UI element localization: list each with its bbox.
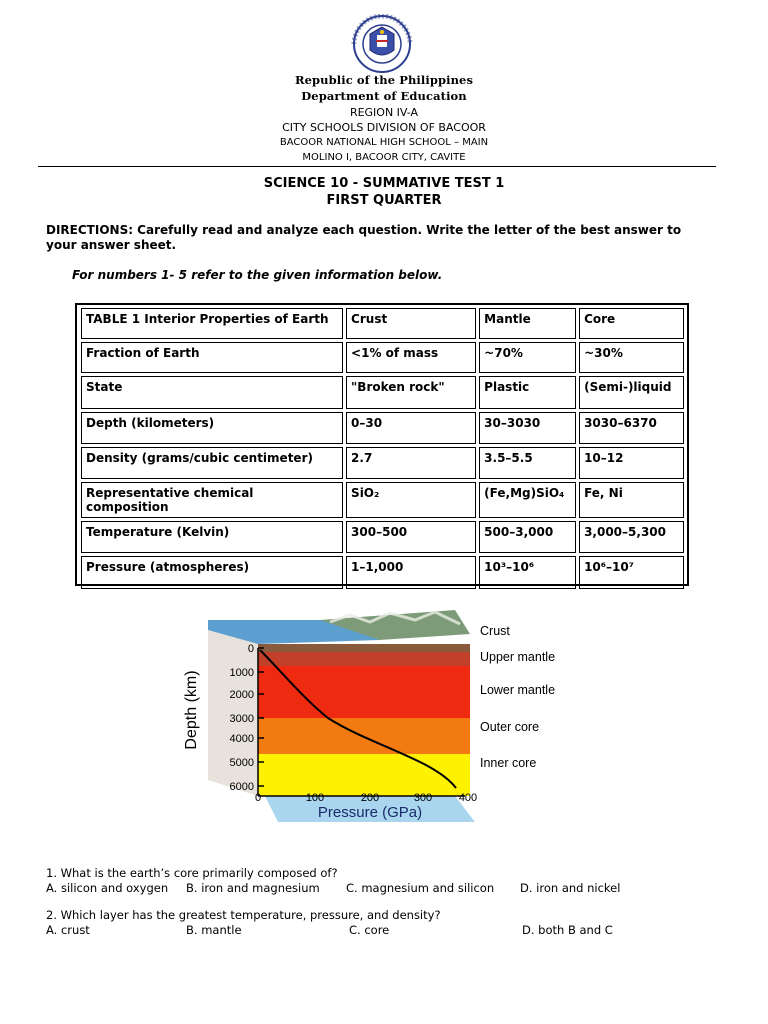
address-heading: MOLINO I, BACOOR CITY, CAVITE bbox=[302, 152, 466, 163]
question-2-option-b: B. mantle bbox=[186, 923, 242, 937]
question-2-option-a: A. crust bbox=[46, 923, 90, 937]
school-heading: BACOOR NATIONAL HIGH SCHOOL – MAIN bbox=[279, 137, 489, 148]
y-tick-label: 2000 bbox=[229, 689, 254, 701]
table-cell: 3,000–5,300 bbox=[579, 521, 684, 553]
question-1-option-d: D. iron and nickel bbox=[520, 881, 621, 895]
table-row bbox=[81, 447, 684, 479]
y-tick-label: 1000 bbox=[229, 667, 254, 679]
table-row-label: Depth (kilometers) bbox=[81, 412, 343, 444]
y-tick-label: 0 bbox=[247, 643, 254, 655]
table-row bbox=[81, 412, 684, 444]
question-1-option-a: A. silicon and oxygen bbox=[46, 881, 169, 895]
table-cell: 10–12 bbox=[579, 447, 684, 479]
table-cell: 10³–10⁶ bbox=[479, 556, 576, 589]
crust-layer bbox=[258, 644, 470, 652]
question-2-option-d: D. both B and C bbox=[522, 923, 613, 937]
layer-label: Inner core bbox=[480, 756, 537, 770]
table-row-label: Density (grams/cubic centimeter) bbox=[81, 447, 343, 479]
region-heading: REGION IV-A bbox=[349, 106, 419, 119]
layer-label: Crust bbox=[480, 624, 510, 638]
table-cell: 10⁶–10⁷ bbox=[579, 556, 684, 589]
table-row-label: Pressure (atmospheres) bbox=[81, 556, 343, 589]
header-divider bbox=[38, 166, 716, 167]
layer-label: Outer core bbox=[480, 720, 540, 734]
table-cell: 500–3,000 bbox=[479, 521, 576, 553]
table-cell: (Semi-)liquid bbox=[579, 376, 684, 409]
table-cell: ~70% bbox=[479, 342, 576, 373]
x-tick-label: 200 bbox=[360, 792, 380, 804]
table-row bbox=[81, 376, 684, 409]
table-row bbox=[81, 482, 684, 518]
inner-core-layer bbox=[258, 754, 470, 796]
table-cell: 3030–6370 bbox=[579, 412, 684, 444]
table-cell: ~30% bbox=[579, 342, 684, 373]
table-cell: Mantle bbox=[479, 308, 576, 339]
table-cell: 3.5–5.5 bbox=[479, 447, 576, 479]
x-tick-label: 100 bbox=[305, 792, 325, 804]
deped-seal-logo bbox=[341, 14, 423, 74]
question-2-text: 2. Which layer has the greatest temperature, pressure, and density? bbox=[46, 908, 441, 922]
directions-text: DIRECTIONS: Carefully read and analyze each question. Write the letter of the best answer to your answer sheet. bbox=[46, 223, 682, 252]
table-row-label: Representative chemical composition bbox=[81, 482, 343, 518]
y-tick-label: 5000 bbox=[229, 757, 254, 769]
table-cell: Crust bbox=[346, 308, 476, 339]
table-cell: "Broken rock" bbox=[346, 376, 476, 409]
x-axis-label: Pressure (GPa) bbox=[317, 804, 423, 821]
x-tick-label: 300 bbox=[413, 792, 433, 804]
x-tick-label: 400 bbox=[458, 792, 478, 804]
earth-properties-table bbox=[75, 303, 689, 586]
table-row-label: Fraction of Earth bbox=[81, 342, 343, 373]
earth-layers-figure bbox=[180, 610, 600, 830]
table-cell: 2.7 bbox=[346, 447, 476, 479]
table-row bbox=[81, 556, 684, 589]
republic-heading: Republic of the Philippines bbox=[294, 73, 474, 87]
table-row bbox=[81, 521, 684, 553]
y-tick-label: 6000 bbox=[229, 781, 254, 793]
question-1-option-b: B. iron and magnesium bbox=[186, 881, 320, 895]
table-row bbox=[81, 342, 684, 373]
table-cell: Plastic bbox=[479, 376, 576, 409]
table-cell: SiO₂ bbox=[346, 482, 476, 518]
table-row-label: State bbox=[81, 376, 343, 409]
y-tick-label: 4000 bbox=[229, 733, 254, 745]
table-cell: 300–500 bbox=[346, 521, 476, 553]
y-axis-label: Depth (km) bbox=[183, 670, 200, 750]
table-row-label: Temperature (Kelvin) bbox=[81, 521, 343, 553]
upper-mantle-layer bbox=[258, 652, 470, 666]
table-row bbox=[81, 308, 684, 339]
y-tick-label: 3000 bbox=[229, 713, 254, 725]
table-cell: 30–3030 bbox=[479, 412, 576, 444]
question-1-text: 1. What is the earth’s core primarily composed of? bbox=[46, 866, 338, 880]
table-cell: <1% of mass bbox=[346, 342, 476, 373]
test-title: SCIENCE 10 - SUMMATIVE TEST 1 bbox=[263, 176, 505, 191]
table-cell: Fe, Ni bbox=[579, 482, 684, 518]
table-cell: 0–30 bbox=[346, 412, 476, 444]
question-2-option-c: C. core bbox=[349, 923, 390, 937]
lower-mantle-layer bbox=[258, 666, 470, 718]
layer-label: Lower mantle bbox=[480, 683, 556, 697]
table-cell: Core bbox=[579, 308, 684, 339]
question-1-option-c: C. magnesium and silicon bbox=[346, 881, 495, 895]
table-row-label: TABLE 1 Interior Properties of Earth bbox=[81, 308, 343, 339]
for-numbers-note: For numbers 1- 5 refer to the given information below. bbox=[72, 268, 443, 282]
test-subtitle: FIRST QUARTER bbox=[326, 193, 442, 208]
department-heading: Department of Education bbox=[301, 89, 467, 103]
division-heading: CITY SCHOOLS DIVISION OF BACOOR bbox=[282, 121, 486, 134]
table-cell: 1–1,000 bbox=[346, 556, 476, 589]
x-tick-label: 0 bbox=[254, 792, 262, 804]
layer-label: Upper mantle bbox=[480, 650, 556, 664]
table-cell: (Fe,Mg)SiO₄ bbox=[479, 482, 576, 518]
